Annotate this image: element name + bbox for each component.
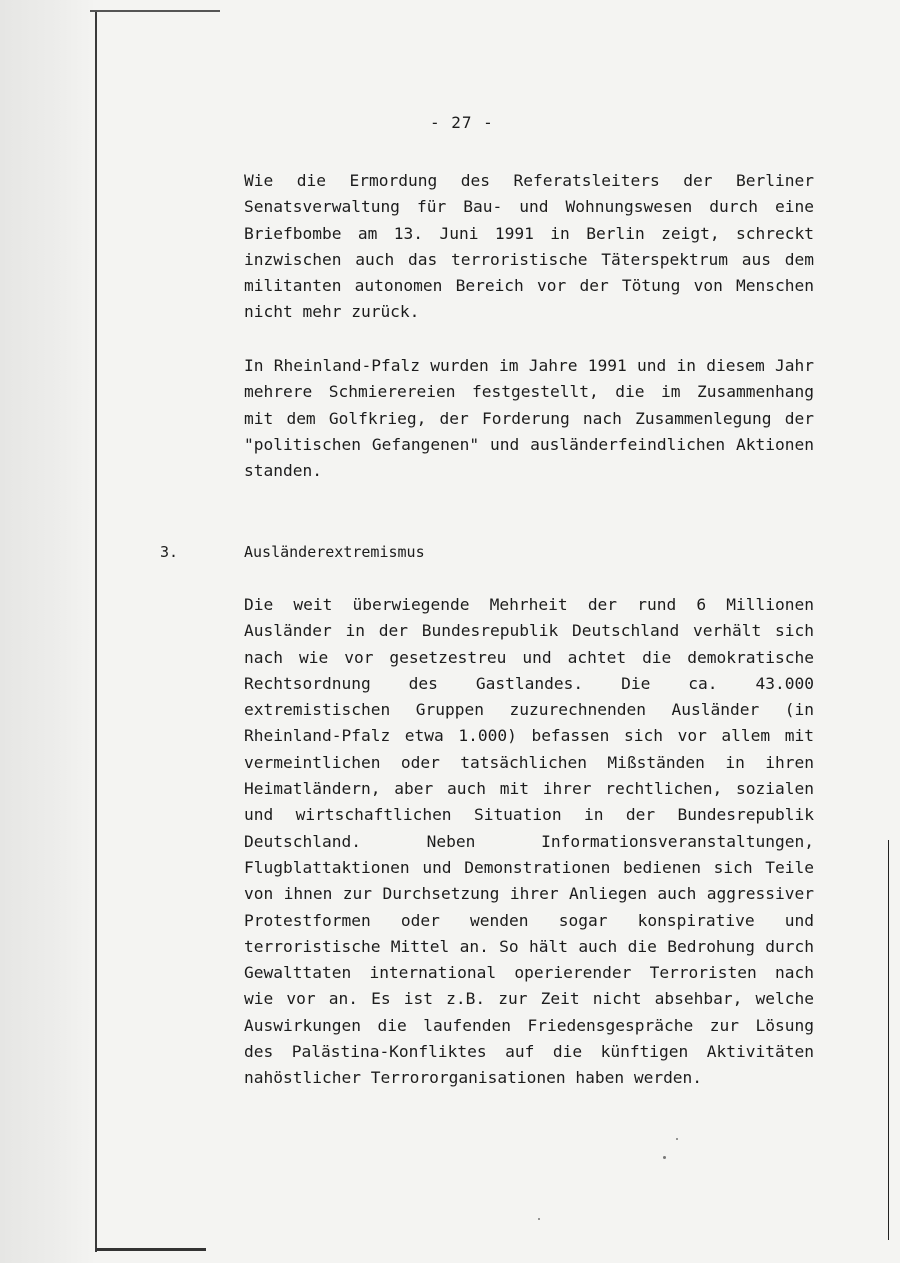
page-number: - 27 - (430, 113, 494, 132)
scan-speck (538, 1218, 540, 1220)
paragraph-rheinland-pfalz: In Rheinland-Pfalz wurden im Jahre 1991 und in diesem Jahr mehrere Schmierereien festgestellt, die im Zusammenhang mit dem Golfkrieg, der Forderung nach Zusammenlegung der "politischen Gefangenen" und ausländerfeindlichen Aktionen standen. (244, 356, 814, 481)
scan-shadow-left (0, 0, 96, 1263)
section-number: 3. (160, 543, 179, 561)
section-title: Ausländerextremismus (244, 543, 425, 561)
scan-edge-top (90, 10, 220, 12)
scan-edge-right (888, 840, 889, 1240)
scan-edge-line (95, 12, 97, 1252)
scan-speck (663, 1156, 666, 1159)
scan-speck (676, 1138, 678, 1140)
scan-edge-bottom (96, 1248, 206, 1251)
paragraph-briefbombe: Wie die Ermordung des Referatsleiters der Berliner Senatsverwaltung für Bau- und Wohnungswesen durch eine Briefbombe am 13. Juni 1991 in Berlin zeigt, schreckt inzwischen auch das terroristische Täterspektrum aus dem militanten autonomen Bereich vor der Tötung von Menschen nicht mehr zurück. (244, 171, 814, 322)
paragraph-auslaenderextremismus: Die weit überwiegende Mehrheit der rund 6 Millionen Ausländer in der Bundesrepublik Deutschland verhält sich nach wie vor gesetzestreu und achtet die demokratische Rechtsordnung des Gastlandes. Die ca. 43.000 extremistischen Gruppen zuzurechnenden Ausländer (in Rheinland-Pfalz etwa 1.000) befassen sich vor allem mit vermeintlichen oder tatsächlichen Mißständen in ihren Heimatländern, aber auch mit ihrer rechtlichen, sozialen und wirtschaftlichen Situation in der Bundesrepublik Deutschland. Neben Informationsveranstaltungen, Flugblattaktionen und Demonstrationen bedienen sich Teile von ihnen zur Durchsetzung ihrer Anliegen auch aggressiver Protestformen oder wenden sogar konspirative und terroristische Mittel an. So hält auch die Bedrohung durch Gewalttaten international operierender Terroristen nach wie vor an. Es ist z.B. zur Zeit nicht absehbar, welche Auswirkungen die laufenden Friedensgespräche zur Lösung des Palästina-Konfliktes auf die künftigen Aktivitäten nahöstlicher Terrororganisationen haben werden. (244, 595, 814, 1088)
